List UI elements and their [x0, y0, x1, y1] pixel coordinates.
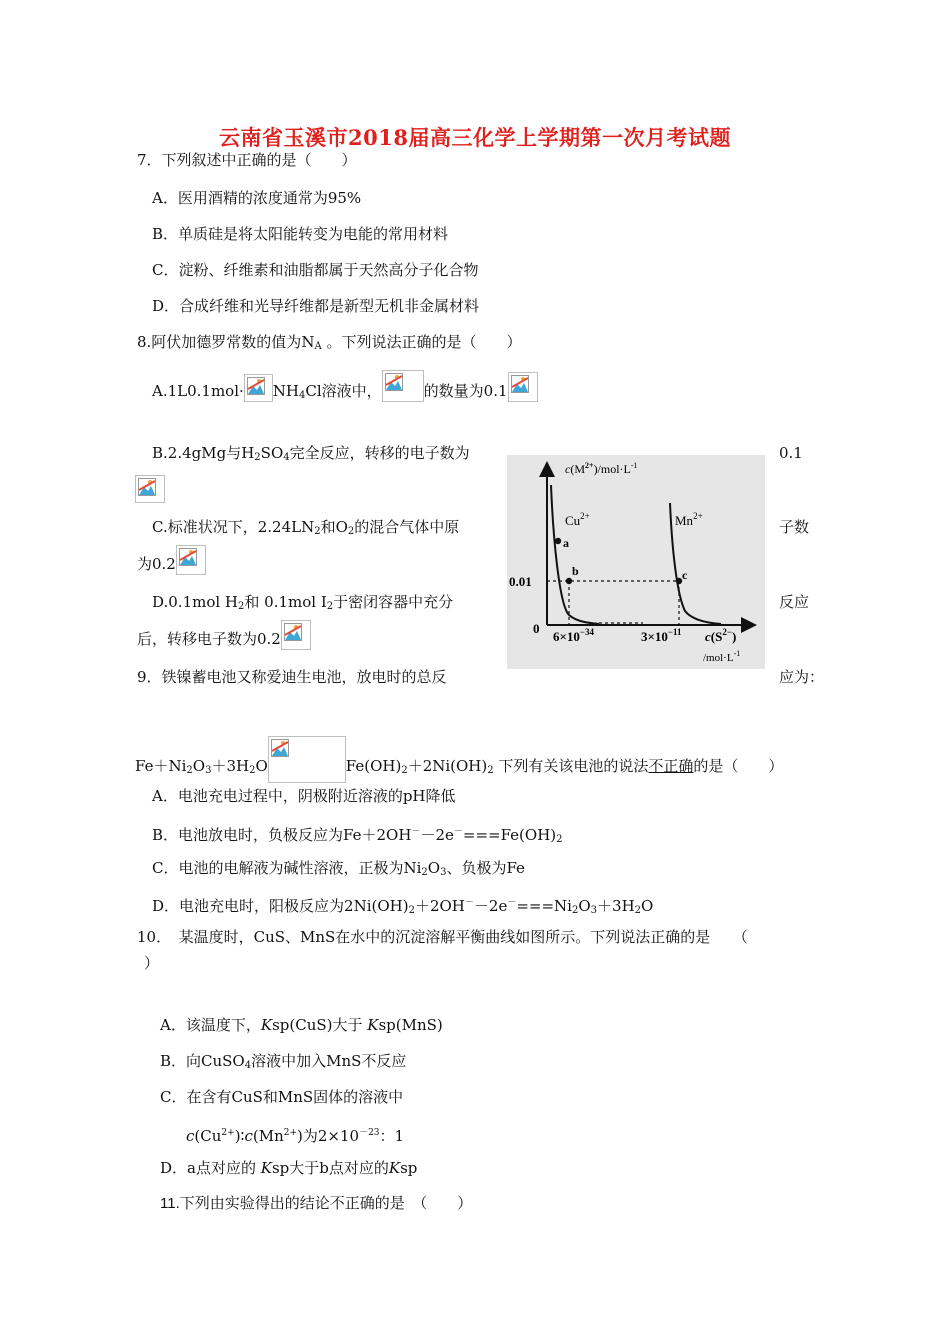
x-axis-label: $c(S^{2-})$ [705, 627, 737, 644]
page-title: 云南省玉溪市2018届高三化学上学期第一次月考试题 [219, 125, 731, 150]
q10-option-c: C．在含有CuS和MnS固体的溶液中 [160, 1088, 404, 1106]
q8-option-c: C.标准状况下，$2.24LN_2$和$O_2$的混合气体中原 [152, 518, 460, 537]
broken-image-icon [508, 372, 538, 402]
q10-stem: 10． 某温度时，CuS、MnS在水中的沉淀溶解平衡曲线如图所示。下列说法正确的是 （ [137, 928, 748, 946]
q7-option-c: C．淀粉、纤维素和油脂都属于天然高分子化合物 [152, 261, 479, 279]
q8-option-c-tail: 子数 [779, 518, 810, 536]
series-label-mn: $Mn^{2+}$ [675, 511, 703, 528]
point-a [555, 538, 561, 544]
solubility-chart [507, 455, 765, 669]
point-label-a: a [563, 536, 569, 550]
series-label-cu: $Cu^{2+}$ [565, 511, 590, 528]
q11-stem: 11.下列由实验得出的结论不正确的是 （ ） [160, 1195, 473, 1212]
origin-label: 0 [533, 621, 540, 636]
broken-image-icon [176, 545, 206, 575]
q7-option-d: D．合成纤维和光导纤维都是新型无机非金属材料 [152, 297, 480, 315]
q9-stem: 9．铁镍蓄电池又称爱迪生电池，放电时的总反 [137, 668, 447, 686]
q10-option-d: D．a点对应的 Ksp大于b点对应的Ksp [160, 1159, 418, 1177]
q10-option-b: B．向CuSO$_4$溶液中加入MnS不反应 [160, 1052, 407, 1071]
q10-stem-line2: ） [144, 954, 160, 972]
y-tick-label: 0.01 [509, 574, 532, 589]
point-label-c: c [682, 568, 688, 582]
point-b [566, 578, 572, 584]
q10-option-c-ratio: $c(Cu^{2+})∶c(Mn^{2+})$为$2\times 10^{-23}$：1 [186, 1127, 405, 1145]
q10-option-a: A．该温度下，Ksp(CuS)大于 Ksp(MnS) [160, 1016, 443, 1034]
broken-image-icon [281, 620, 311, 650]
q9-option-b: B．电池放电时，负极反应为$Fe+2OH^--2e^-===Fe(OH)_2$ [152, 826, 563, 845]
broken-image-icon [268, 736, 346, 783]
q8-stem: 8.阿伏加德罗常数的值为$N_A$ 。下列说法正确的是（ ） [137, 333, 522, 352]
q8-option-b-image [135, 475, 165, 503]
q9-equation: $Fe+Ni_2O_3+3H_2O$ $Fe(OH)_2+2Ni(OH)_2$ 下列有关该电池的说法不正确的是（ ） [135, 736, 783, 783]
q8-option-b: B.2.4gMg与$H_2SO_4$完全反应，转移的电子数为 [152, 444, 470, 463]
q7-stem: 7．下列叙述中正确的是（ ） [137, 151, 357, 169]
q7-option-b: B．单质硅是将太阳能转变为电能的常用材料 [152, 225, 449, 243]
solubility-chart-svg [507, 455, 765, 669]
x-tick-label-1: $6\times 10^{-34}$ [553, 627, 595, 644]
broken-image-icon [244, 374, 273, 402]
curve-cu [551, 485, 599, 624]
q9-option-d: D．电池充电时，阳极反应为$2Ni(OH)_2+2OH^--2e^-===Ni_2O_3+3H_2O$ [152, 897, 654, 916]
q8-option-d-tail: 反应 [779, 593, 810, 611]
q9-option-c: C．电池的电解液为碱性溶液，正极为$Ni_2O_3$、负极为Fe [152, 859, 525, 878]
x-tick-label-2: $3\times 10^{-11}$ [641, 627, 682, 644]
y-axis-label: $c(M^{2+})/mol\cdot L^{-1}$ [565, 461, 638, 476]
broken-image-icon [382, 370, 424, 402]
q8-option-b-tail: 0.1 [779, 444, 803, 462]
q8-option-d: D.0.1mol $H_2$和 0.1mol $I_2$于密闭容器中充分 [152, 593, 454, 612]
q7-option-a: A．医用酒精的浓度通常为95% [152, 189, 362, 207]
q9-stem-tail: 应为： [779, 668, 825, 686]
point-label-b: b [572, 564, 579, 578]
q8-option-d-line2: 后，转移电子数为0.2 [137, 620, 311, 650]
broken-image-icon [135, 475, 165, 503]
q9-option-a: A．电池充电过程中，阴极附近溶液的pH降低 [152, 787, 456, 805]
q8-option-c-line2: 为0.2 [137, 545, 206, 575]
q8-option-a: A.1L0.1mol· $NH_4Cl$溶液中， 的数量为0.1 [152, 370, 538, 406]
x-axis-unit: $/mol\cdot L^{-1}$ [703, 649, 741, 664]
